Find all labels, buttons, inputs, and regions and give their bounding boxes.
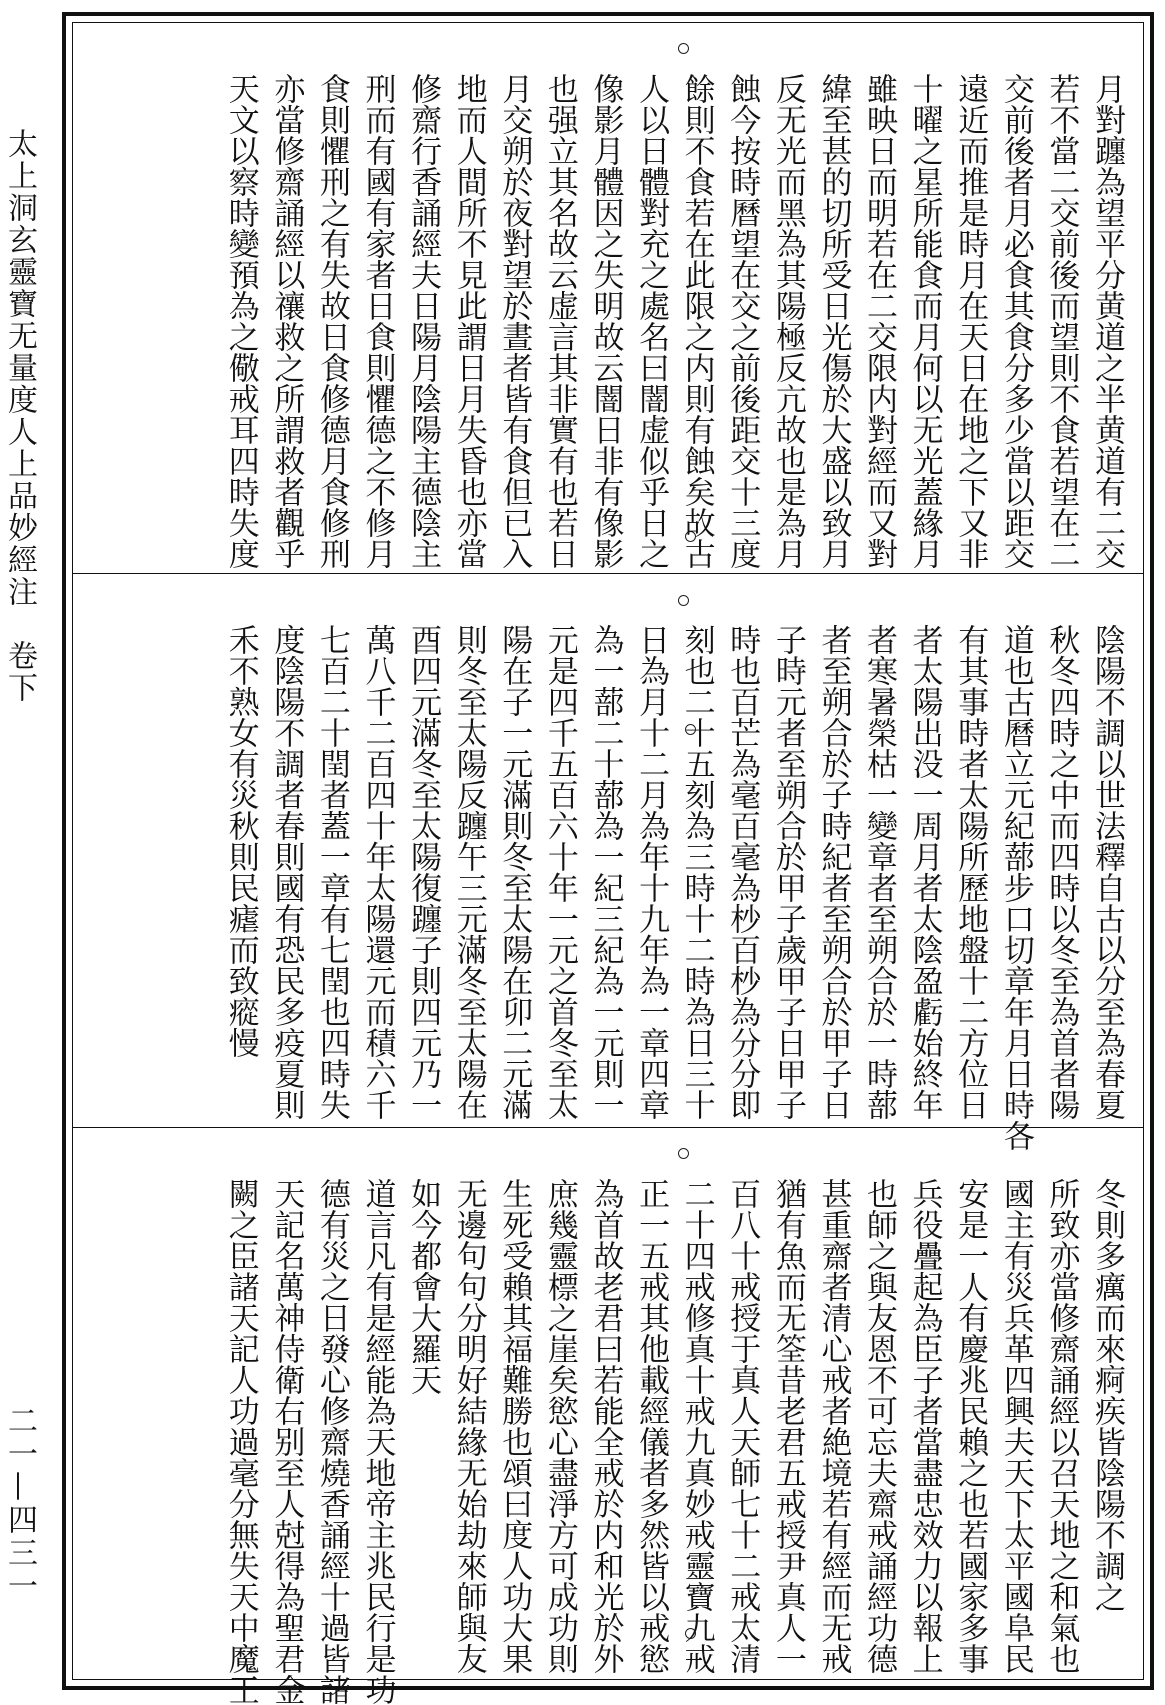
text-column: 像影月體因之失明故云闇日非有像影 <box>587 73 624 569</box>
text-column: 甚重齋者清心戒者絶境若有經而无戒 <box>815 1178 852 1674</box>
text-column: 陰陽不調以世法釋自古以分至為春夏 <box>1089 624 1125 1120</box>
text-column: 庶幾靈標之崖矣慾心盡淨方可成功則 <box>541 1178 578 1674</box>
text-column: 百八十戒授于真人天師七十二戒太清 <box>724 1178 761 1674</box>
text-panel-top <box>73 23 1143 571</box>
text-column: 天記名萬神侍衛右别至人尅得為聖君金 <box>268 1178 305 1705</box>
text-column: 者至朔合於子時紀者至朔合於甲子日 <box>815 624 852 1120</box>
text-column: 修齋行香誦經夫日陽月陰陽主德陰主 <box>405 73 442 569</box>
text-column: 猶有魚而无筌昔老君五戒授尹真人一 <box>769 1178 806 1674</box>
text-column: 禾不熟女有災秋則民瘧而致瘲慢 <box>222 624 259 1058</box>
text-column: 月交朔於夜對望於晝者皆有食但已入 <box>496 73 533 569</box>
text-column: 交前後者月必食其食分多少當以距交 <box>997 73 1034 569</box>
text-column: 兵役疊起為臣子者當盡忠效力以報上 <box>906 1178 943 1674</box>
text-column: 七百二十閏者蓋一章有七閏也四時失 <box>313 624 350 1120</box>
text-column: 如今都會大羅天 <box>405 1178 442 1395</box>
text-column: 也强立其名故云虚言其非實有也若日 <box>541 73 578 569</box>
text-column: 十曜之星所能食而月何以无光蓋緣月 <box>906 73 943 569</box>
text-column: 時也百芒為毫百毫為杪百杪為分分即 <box>724 624 761 1120</box>
text-column: 道也古曆立元紀蔀步口切章年月日時各 <box>997 624 1034 1151</box>
text-column: 冬則多癘而來痾疾皆陰陽不調之 <box>1089 1178 1125 1612</box>
text-column: 月對躔為望平分黄道之半黄道有二交 <box>1089 73 1125 569</box>
text-column: 子時元者至朔合於甲子歲甲子日甲子 <box>769 624 806 1120</box>
text-column: 酉四元滿冬至太陽復躔子則四元乃一 <box>405 624 442 1120</box>
text-column: 為一蔀二十蔀為一紀三紀為一元則一 <box>587 624 624 1120</box>
text-column: 為首故老君曰若能全戒於内和光於外 <box>587 1178 624 1674</box>
circle-mark-icon <box>678 1148 689 1159</box>
text-columns <box>217 73 1129 569</box>
text-column: 生死受賴其福難勝也頌曰度人功大果 <box>496 1178 533 1674</box>
page-number: 二一—四三一 <box>2 1405 37 1603</box>
text-column: 反无光而黑為其陽極反亢故也是為月 <box>769 73 806 569</box>
text-column: 有其事時者太陽所歷地盤十二方位日 <box>952 624 989 1120</box>
text-column: 地而人間所不見此謂日月失昏也亦當 <box>450 73 487 569</box>
text-column: 陽在子一元滿則冬至太陽在卯二元滿 <box>496 624 533 1120</box>
text-column: 人以日體對充之處名曰闇虚似乎日之 <box>633 73 670 569</box>
text-column: 二十四戒修真十戒九真妙戒靈寶九戒 <box>678 1178 715 1674</box>
text-column: 國主有災兵革四興夫天下太平國阜民 <box>997 1178 1034 1674</box>
text-column: 食則懼刑之有失故日食修德月食修刑 <box>313 73 350 569</box>
text-columns <box>217 1178 1129 1705</box>
text-column: 元是四千五百六十年一元之首冬至太 <box>541 624 578 1120</box>
text-column: 德有災之日發心修齋燒香誦經十過皆諸 <box>313 1178 350 1705</box>
text-column: 道言凡有是經能為天地帝主兆民行是功 <box>359 1178 396 1705</box>
text-column: 也師之與友恩不可忘夫齋戒誦經功德 <box>861 1178 898 1674</box>
text-column: 者太陽出没一周月者太陰盈虧始終年 <box>906 624 943 1120</box>
circle-mark-icon <box>678 595 689 606</box>
text-columns <box>217 624 1129 1151</box>
text-column: 遠近而推是時月在天日在地之下又非 <box>952 73 989 569</box>
text-column: 度陰陽不調者春則國有恐民多疫夏則 <box>268 624 305 1120</box>
text-column: 若不當二交前後而望則不食若望在二 <box>1043 73 1080 569</box>
text-column: 則冬至太陽反躔午三元滿冬至太陽在 <box>450 624 487 1120</box>
text-panel-middle <box>73 573 1143 1151</box>
circle-mark-icon <box>678 43 689 54</box>
text-column: 緯至甚的切所受日光傷於大盛以致月 <box>815 73 852 569</box>
text-column: 天文以察時變預為之儆戒耳四時失度 <box>222 73 259 569</box>
text-column: 正一五戒其他載經儀者多然皆以戒慾 <box>633 1178 670 1674</box>
text-column: 刻也二十五刻為三時十二時為日三十 <box>678 624 715 1120</box>
text-column: 亦當修齋誦經以禳救之所謂救者觀乎 <box>268 73 305 569</box>
text-column: 安是一人有慶兆民賴之也若國家多事 <box>952 1178 989 1674</box>
text-column: 秋冬四時之中而四時以冬至為首者陽 <box>1043 624 1080 1120</box>
text-panel-bottom <box>73 1127 1143 1705</box>
text-column: 闕之臣諸天記人功過毫分無失天中魔王 <box>222 1178 259 1705</box>
text-column: 日為月十二月為年十九年為一章四章 <box>633 624 670 1120</box>
text-column: 餘則不食若在此限之内則有蝕矣故古 <box>678 73 715 569</box>
text-column: 蝕今按時曆望在交之前後距交十三度 <box>724 73 761 569</box>
text-column: 萬八千二百四十年太陽還元而積六千 <box>359 624 396 1120</box>
text-column: 雖映日而明若在二交限内對經而又對 <box>861 73 898 569</box>
text-column: 无邊句句分明好結緣无始劫來師與友 <box>450 1178 487 1674</box>
scripture-title: 太上洞玄靈寶无量度人上品妙經注 卷下 <box>2 128 37 704</box>
text-column: 所致亦當修齋誦經以召天地之和氣也 <box>1043 1178 1080 1674</box>
text-column: 刑而有國有家者日食則懼德之不修月 <box>359 73 396 569</box>
text-column: 者寒暑榮枯一變章者至朔合於一時蔀 <box>861 624 898 1120</box>
